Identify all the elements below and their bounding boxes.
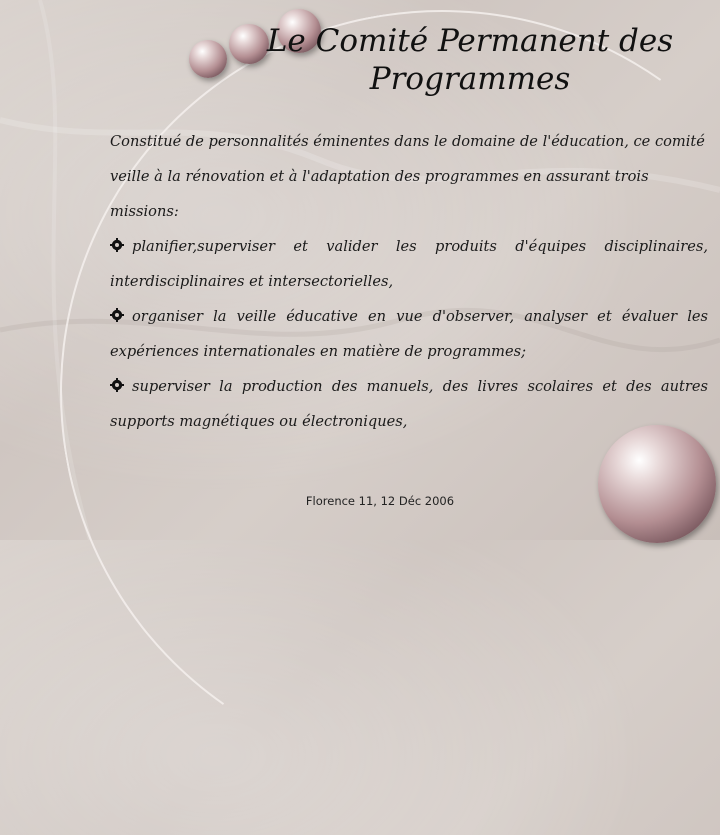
gear-icon bbox=[110, 378, 124, 392]
bullet-text: planifier,superviser et valider les produits d'équipes disciplinaires, interdisciplinaires et intersectorielles, bbox=[110, 238, 708, 290]
slide-body bbox=[110, 124, 708, 439]
bullet-text: organiser la veille éducative en vue d'observer, analyser et évaluer les expériences internationales en matière de programmes; bbox=[110, 308, 708, 360]
bullet-item bbox=[110, 299, 708, 369]
sphere-decoration-large bbox=[598, 425, 716, 543]
bullet-item bbox=[110, 229, 708, 299]
slide-title: Le Comité Permanent des Programmes bbox=[266, 23, 674, 97]
slide-footer: Florence 11, 12 Déc 2006 bbox=[305, 494, 455, 508]
bullet-text: superviser la production des manuels, des livres scolaires et des autres supports magnétiques ou électroniques, bbox=[110, 378, 708, 430]
sphere-decoration bbox=[189, 40, 227, 78]
gear-icon bbox=[110, 238, 124, 252]
gear-icon bbox=[110, 308, 124, 322]
bullet-item bbox=[110, 369, 708, 439]
intro-paragraph: Constitué de personnalités éminentes dans le domaine de l'éducation, ce comité veille à la rénovation et à l'adaptation des programmes en assurant trois missions: bbox=[110, 133, 705, 220]
